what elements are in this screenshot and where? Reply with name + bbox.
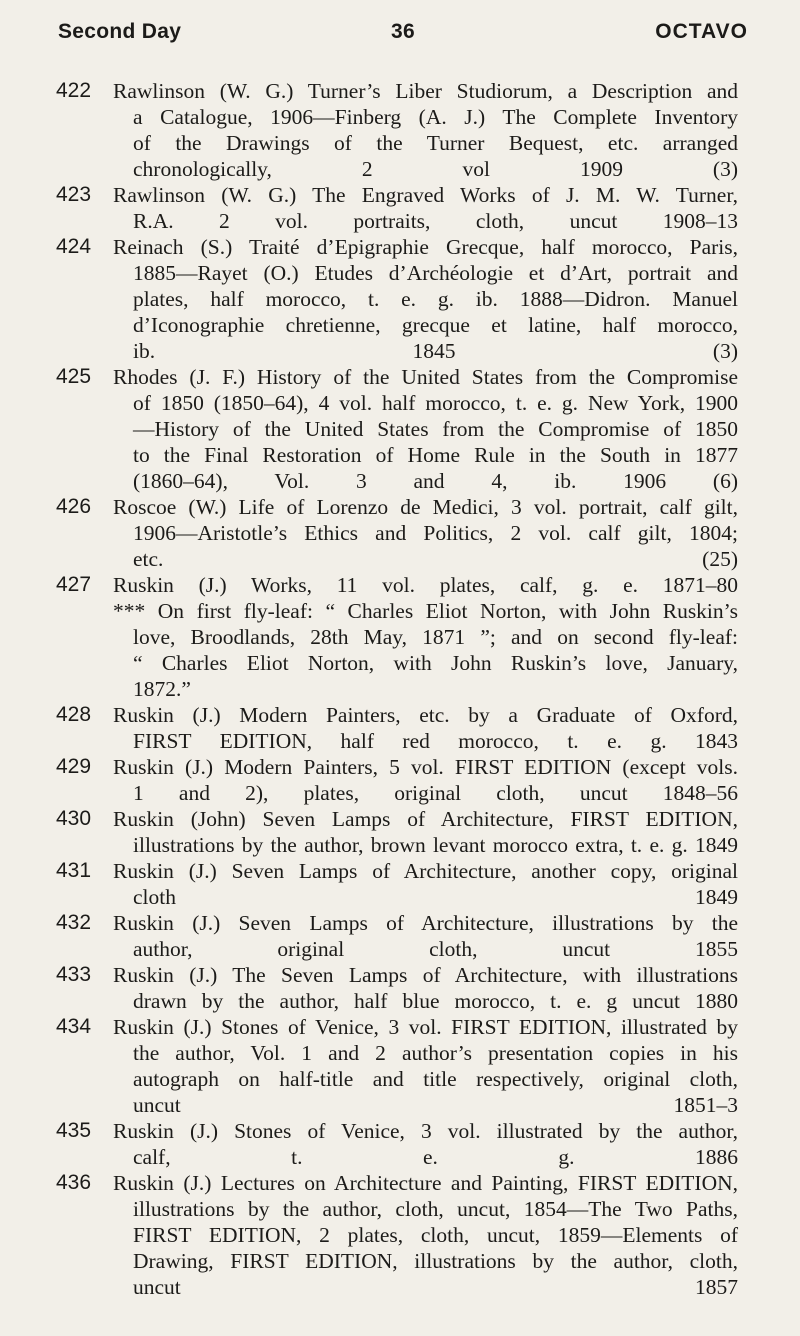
lot-description-line: of the Drawings of the Turner Bequest, etc. arranged [133,131,738,155]
lot-description-line: of 1850 (1850–64), 4 vol. half morocco, t. e. g. New York, 1900 [133,391,738,415]
lot-number: 427 [56,573,92,596]
lot-number: 426 [56,495,92,518]
lot-entry [0,182,800,234]
lot-list [0,78,800,1300]
lot-entry [0,1118,800,1170]
lot-description-line: Drawing, FIRST EDITION, illustrations by the author, cloth, [133,1249,738,1273]
lot-description-line: (1860–64), Vol. 3 and 4, ib. 1906 (6) [133,469,738,493]
lot-description-line: chronologically, 2 vol 1909 (3) [133,157,738,181]
lot-description-line: Ruskin (J.) Lectures on Architecture and Painting, FIRST EDITION, [113,1171,738,1195]
lot-number: 422 [56,79,92,102]
lot-description-line: —History of the United States from the Compromise of 1850 [133,417,738,441]
lot-entry [0,858,800,910]
lot-description-line: FIRST EDITION, half red morocco, t. e. g. 1843 [133,729,738,753]
page-number: 36 [391,20,415,43]
lot-description-line: Roscoe (W.) Life of Lorenzo de Medici, 3 vol. portrait, calf gilt, [113,495,738,519]
lot-entry [0,1014,800,1118]
lot-entry [0,806,800,858]
lot-note-line: love, Broodlands, 28th May, 1871 ”; and on second fly-leaf: [133,625,738,649]
lot-description-line: Ruskin (J.) Stones of Venice, 3 vol. illustrated by the author, [113,1119,738,1143]
lot-note-line: 1872.” [133,677,191,701]
lot-description-line: author, original cloth, uncut 1855 [133,937,738,961]
lot-description-line: d’Iconographie chretienne, grecque et latine, half morocco, [133,313,738,337]
lot-number: 435 [56,1119,92,1142]
lot-description-line: Reinach (S.) Traité d’Epigraphie Grecque, half morocco, Paris, [113,235,738,259]
lot-number: 424 [56,235,92,258]
lot-number: 432 [56,911,92,934]
lot-entry [0,754,800,806]
lot-description-line: plates, half morocco, t. e. g. ib. 1888—Didron. Manuel [133,287,738,311]
lot-description-line: Ruskin (J.) Seven Lamps of Architecture, illustrations by the [113,911,738,935]
lot-description-line: Ruskin (J.) Modern Painters, 5 vol. FIRST EDITION (except vols. [113,755,738,779]
lot-number: 423 [56,183,92,206]
lot-description-line: uncut 1857 [133,1275,738,1299]
lot-number: 433 [56,963,92,986]
lot-entry [0,78,800,182]
lot-description-line: calf, t. e. g. 1886 [133,1145,738,1169]
lot-description-line: uncut 1851–3 [133,1093,738,1117]
lot-description-line: autograph on half-title and title respectively, original cloth, [133,1067,738,1091]
lot-number: 425 [56,365,92,388]
lot-description-line: R.A. 2 vol. portraits, cloth, uncut 1908–13 [133,209,738,233]
lot-description-line: illustrations by the author, cloth, uncut, 1854—The Two Paths, [133,1197,738,1221]
lot-entry [0,962,800,1014]
lot-description-line: to the Final Restoration of Home Rule in the South in 1877 [133,443,738,467]
lot-entry [0,572,800,702]
lot-description-line: Ruskin (J.) Stones of Venice, 3 vol. FIRST EDITION, illustrated by [113,1015,738,1039]
lot-description-line: Rhodes (J. F.) History of the United States from the Compromise [113,365,738,389]
lot-description-line: illustrations by the author, brown levant morocco extra, t. e. g. 1849 [133,833,738,857]
day-label: Second Day [58,20,182,43]
lot-entry [0,1170,800,1300]
lot-entry [0,494,800,572]
lot-description-line: FIRST EDITION, 2 plates, cloth, uncut, 1859—Elements of [133,1223,738,1247]
lot-note-line: “ Charles Eliot Norton, with John Ruskin’s love, January, [133,651,738,675]
lot-description-line: Ruskin (J.) Modern Painters, etc. by a Graduate of Oxford, [113,703,738,727]
section-label: OCTAVO [655,20,748,43]
lot-description-line: Ruskin (John) Seven Lamps of Architecture, FIRST EDITION, [113,807,738,831]
lot-number: 434 [56,1015,92,1038]
lot-description-line: 1906—Aristotle’s Ethics and Politics, 2 vol. calf gilt, 1804; [133,521,738,545]
lot-description-line: ib. 1845 (3) [133,339,738,363]
lot-entry [0,364,800,494]
lot-description-line: cloth 1849 [133,885,738,909]
lot-number: 429 [56,755,92,778]
lot-description-line: Ruskin (J.) The Seven Lamps of Architecture, with illustrations [113,963,738,987]
lot-number: 430 [56,807,92,830]
lot-description-line: Rawlinson (W. G.) Turner’s Liber Studiorum, a Description and [113,79,738,103]
lot-entry [0,234,800,364]
lot-description-line: a Catalogue, 1906—Finberg (A. J.) The Complete Inventory [133,105,738,129]
lot-note-line: *** On first fly-leaf: “ Charles Eliot Norton, with John Ruskin’s [113,599,738,623]
lot-number: 436 [56,1171,92,1194]
lot-description-line: drawn by the author, half blue morocco, t. e. g uncut 1880 [133,989,738,1013]
lot-number: 431 [56,859,92,882]
lot-description-line: 1885—Rayet (O.) Etudes d’Archéologie et d’Art, portrait and [133,261,738,285]
lot-description-line: etc. (25) [133,547,738,571]
lot-description-line: Ruskin (J.) Seven Lamps of Architecture, another copy, original [113,859,738,883]
lot-entry [0,910,800,962]
page-header [58,20,748,54]
lot-description-line: Rawlinson (W. G.) The Engraved Works of J. M. W. Turner, [113,183,738,207]
lot-number: 428 [56,703,92,726]
lot-description-line: 1 and 2), plates, original cloth, uncut 1848–56 [133,781,738,805]
lot-entry [0,702,800,754]
lot-description-line: Ruskin (J.) Works, 11 vol. plates, calf, g. e. 1871–80 [113,573,738,597]
lot-description-line: the author, Vol. 1 and 2 author’s presentation copies in his [133,1041,738,1065]
